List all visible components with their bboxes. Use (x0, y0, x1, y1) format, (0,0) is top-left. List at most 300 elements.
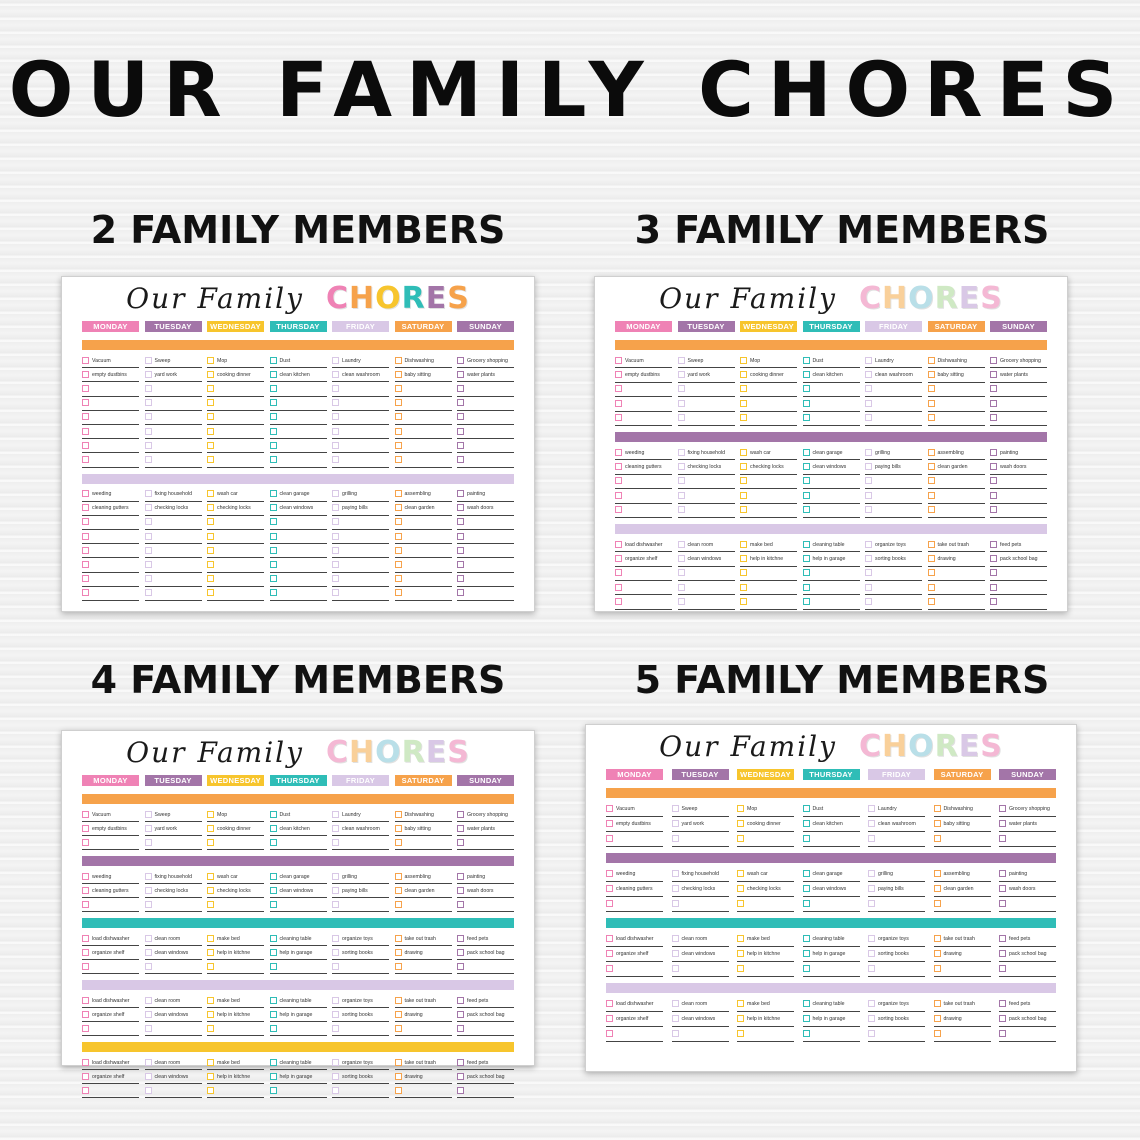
checkbox[interactable] (740, 506, 747, 513)
checkbox[interactable] (737, 935, 744, 942)
checkbox[interactable] (865, 477, 872, 484)
checkbox[interactable] (934, 965, 941, 972)
checkbox[interactable] (207, 371, 214, 378)
checkbox[interactable] (332, 533, 339, 540)
checkbox[interactable] (270, 589, 277, 596)
checkbox[interactable] (934, 870, 941, 877)
checkbox[interactable] (999, 805, 1006, 812)
checkbox[interactable] (145, 504, 152, 511)
checkbox[interactable] (934, 900, 941, 907)
checkbox[interactable] (332, 504, 339, 511)
checkbox[interactable] (145, 518, 152, 525)
checkbox[interactable] (678, 477, 685, 484)
checkbox[interactable] (740, 598, 747, 605)
checkbox[interactable] (207, 399, 214, 406)
checkbox[interactable] (82, 963, 89, 970)
checkbox[interactable] (207, 935, 214, 942)
checkbox[interactable] (395, 1025, 402, 1032)
checkbox[interactable] (934, 820, 941, 827)
checkbox[interactable] (999, 820, 1006, 827)
checkbox[interactable] (395, 399, 402, 406)
checkbox[interactable] (145, 399, 152, 406)
checkbox[interactable] (803, 506, 810, 513)
checkbox[interactable] (207, 1059, 214, 1066)
checkbox[interactable] (737, 805, 744, 812)
checkbox[interactable] (207, 589, 214, 596)
checkbox[interactable] (865, 449, 872, 456)
checkbox[interactable] (457, 1025, 464, 1032)
checkbox[interactable] (928, 400, 935, 407)
checkbox[interactable] (270, 839, 277, 846)
checkbox[interactable] (145, 575, 152, 582)
checkbox[interactable] (395, 504, 402, 511)
checkbox[interactable] (207, 887, 214, 894)
checkbox[interactable] (207, 533, 214, 540)
checkbox[interactable] (803, 965, 810, 972)
checkbox[interactable] (395, 518, 402, 525)
checkbox[interactable] (395, 949, 402, 956)
checkbox[interactable] (82, 456, 89, 463)
checkbox[interactable] (207, 949, 214, 956)
checkbox[interactable] (457, 1073, 464, 1080)
checkbox[interactable] (928, 414, 935, 421)
checkbox[interactable] (270, 963, 277, 970)
checkbox[interactable] (999, 1000, 1006, 1007)
checkbox[interactable] (457, 1059, 464, 1066)
checkbox[interactable] (395, 490, 402, 497)
checkbox[interactable] (457, 589, 464, 596)
checkbox[interactable] (395, 1011, 402, 1018)
checkbox[interactable] (82, 413, 89, 420)
checkbox[interactable] (672, 1000, 679, 1007)
checkbox[interactable] (332, 1025, 339, 1032)
checkbox[interactable] (740, 477, 747, 484)
checkbox[interactable] (928, 555, 935, 562)
checkbox[interactable] (615, 477, 622, 484)
checkbox[interactable] (332, 1059, 339, 1066)
checkbox[interactable] (865, 463, 872, 470)
checkbox[interactable] (145, 1025, 152, 1032)
checkbox[interactable] (457, 963, 464, 970)
checkbox[interactable] (990, 555, 997, 562)
checkbox[interactable] (395, 825, 402, 832)
checkbox[interactable] (270, 547, 277, 554)
checkbox[interactable] (740, 569, 747, 576)
checkbox[interactable] (457, 413, 464, 420)
checkbox[interactable] (82, 371, 89, 378)
checkbox[interactable] (990, 598, 997, 605)
checkbox[interactable] (270, 504, 277, 511)
checkbox[interactable] (934, 1015, 941, 1022)
checkbox[interactable] (678, 492, 685, 499)
checkbox[interactable] (672, 950, 679, 957)
checkbox[interactable] (999, 870, 1006, 877)
checkbox[interactable] (990, 463, 997, 470)
checkbox[interactable] (740, 555, 747, 562)
checkbox[interactable] (332, 1011, 339, 1018)
checkbox[interactable] (457, 428, 464, 435)
checkbox[interactable] (990, 569, 997, 576)
checkbox[interactable] (803, 835, 810, 842)
checkbox[interactable] (457, 935, 464, 942)
checkbox[interactable] (672, 1015, 679, 1022)
checkbox[interactable] (868, 965, 875, 972)
checkbox[interactable] (270, 428, 277, 435)
checkbox[interactable] (207, 428, 214, 435)
checkbox[interactable] (803, 371, 810, 378)
checkbox[interactable] (457, 825, 464, 832)
checkbox[interactable] (145, 839, 152, 846)
checkbox[interactable] (270, 385, 277, 392)
checkbox[interactable] (928, 492, 935, 499)
checkbox[interactable] (82, 428, 89, 435)
checkbox[interactable] (207, 825, 214, 832)
checkbox[interactable] (332, 949, 339, 956)
checkbox[interactable] (672, 1030, 679, 1037)
checkbox[interactable] (615, 506, 622, 513)
checkbox[interactable] (82, 1011, 89, 1018)
checkbox[interactable] (332, 399, 339, 406)
checkbox[interactable] (145, 935, 152, 942)
checkbox[interactable] (145, 963, 152, 970)
checkbox[interactable] (82, 547, 89, 554)
checkbox[interactable] (865, 385, 872, 392)
checkbox[interactable] (82, 1087, 89, 1094)
checkbox[interactable] (606, 965, 613, 972)
checkbox[interactable] (82, 518, 89, 525)
checkbox[interactable] (457, 811, 464, 818)
checkbox[interactable] (803, 449, 810, 456)
checkbox[interactable] (615, 541, 622, 548)
checkbox[interactable] (868, 950, 875, 957)
checkbox[interactable] (395, 901, 402, 908)
checkbox[interactable] (270, 533, 277, 540)
checkbox[interactable] (332, 1087, 339, 1094)
checkbox[interactable] (270, 357, 277, 364)
checkbox[interactable] (457, 949, 464, 956)
checkbox[interactable] (803, 492, 810, 499)
checkbox[interactable] (332, 456, 339, 463)
checkbox[interactable] (82, 873, 89, 880)
checkbox[interactable] (332, 935, 339, 942)
checkbox[interactable] (82, 385, 89, 392)
checkbox[interactable] (990, 584, 997, 591)
checkbox[interactable] (457, 385, 464, 392)
checkbox[interactable] (395, 533, 402, 540)
checkbox[interactable] (457, 399, 464, 406)
checkbox[interactable] (270, 1087, 277, 1094)
checkbox[interactable] (207, 547, 214, 554)
checkbox[interactable] (395, 873, 402, 880)
checkbox[interactable] (865, 541, 872, 548)
checkbox[interactable] (928, 541, 935, 548)
checkbox[interactable] (678, 449, 685, 456)
checkbox[interactable] (207, 518, 214, 525)
checkbox[interactable] (270, 949, 277, 956)
checkbox[interactable] (145, 561, 152, 568)
checkbox[interactable] (332, 442, 339, 449)
checkbox[interactable] (332, 963, 339, 970)
checkbox[interactable] (145, 887, 152, 894)
checkbox[interactable] (678, 598, 685, 605)
checkbox[interactable] (332, 873, 339, 880)
checkbox[interactable] (207, 413, 214, 420)
checkbox[interactable] (990, 371, 997, 378)
checkbox[interactable] (740, 584, 747, 591)
checkbox[interactable] (803, 820, 810, 827)
checkbox[interactable] (928, 463, 935, 470)
checkbox[interactable] (207, 839, 214, 846)
checkbox[interactable] (457, 533, 464, 540)
checkbox[interactable] (82, 399, 89, 406)
checkbox[interactable] (865, 506, 872, 513)
checkbox[interactable] (82, 1025, 89, 1032)
checkbox[interactable] (395, 811, 402, 818)
checkbox[interactable] (615, 555, 622, 562)
checkbox[interactable] (395, 963, 402, 970)
checkbox[interactable] (270, 399, 277, 406)
checkbox[interactable] (803, 885, 810, 892)
checkbox[interactable] (615, 449, 622, 456)
checkbox[interactable] (803, 950, 810, 957)
checkbox[interactable] (606, 1000, 613, 1007)
checkbox[interactable] (678, 506, 685, 513)
checkbox[interactable] (395, 456, 402, 463)
checkbox[interactable] (395, 413, 402, 420)
checkbox[interactable] (737, 1030, 744, 1037)
checkbox[interactable] (737, 965, 744, 972)
checkbox[interactable] (82, 935, 89, 942)
checkbox[interactable] (737, 870, 744, 877)
checkbox[interactable] (145, 428, 152, 435)
checkbox[interactable] (740, 449, 747, 456)
checkbox[interactable] (82, 575, 89, 582)
checkbox[interactable] (270, 371, 277, 378)
checkbox[interactable] (865, 598, 872, 605)
checkbox[interactable] (606, 1015, 613, 1022)
checkbox[interactable] (615, 584, 622, 591)
checkbox[interactable] (606, 805, 613, 812)
checkbox[interactable] (865, 371, 872, 378)
checkbox[interactable] (270, 561, 277, 568)
checkbox[interactable] (737, 820, 744, 827)
checkbox[interactable] (395, 935, 402, 942)
checkbox[interactable] (615, 371, 622, 378)
checkbox[interactable] (803, 1015, 810, 1022)
checkbox[interactable] (332, 428, 339, 435)
checkbox[interactable] (672, 900, 679, 907)
checkbox[interactable] (990, 541, 997, 548)
checkbox[interactable] (145, 413, 152, 420)
checkbox[interactable] (803, 385, 810, 392)
checkbox[interactable] (803, 805, 810, 812)
checkbox[interactable] (457, 997, 464, 1004)
checkbox[interactable] (395, 1073, 402, 1080)
checkbox[interactable] (999, 1030, 1006, 1037)
checkbox[interactable] (740, 414, 747, 421)
checkbox[interactable] (332, 357, 339, 364)
checkbox[interactable] (270, 518, 277, 525)
checkbox[interactable] (270, 887, 277, 894)
checkbox[interactable] (82, 490, 89, 497)
checkbox[interactable] (395, 442, 402, 449)
checkbox[interactable] (270, 935, 277, 942)
checkbox[interactable] (332, 371, 339, 378)
checkbox[interactable] (207, 997, 214, 1004)
checkbox[interactable] (606, 885, 613, 892)
checkbox[interactable] (395, 428, 402, 435)
checkbox[interactable] (145, 533, 152, 540)
checkbox[interactable] (990, 385, 997, 392)
checkbox[interactable] (207, 504, 214, 511)
checkbox[interactable] (145, 385, 152, 392)
checkbox[interactable] (82, 504, 89, 511)
checkbox[interactable] (270, 1059, 277, 1066)
checkbox[interactable] (457, 456, 464, 463)
checkbox[interactable] (803, 555, 810, 562)
checkbox[interactable] (145, 949, 152, 956)
checkbox[interactable] (803, 900, 810, 907)
checkbox[interactable] (678, 569, 685, 576)
checkbox[interactable] (990, 400, 997, 407)
checkbox[interactable] (678, 371, 685, 378)
checkbox[interactable] (332, 518, 339, 525)
checkbox[interactable] (207, 811, 214, 818)
checkbox[interactable] (990, 357, 997, 364)
checkbox[interactable] (803, 477, 810, 484)
checkbox[interactable] (615, 463, 622, 470)
checkbox[interactable] (332, 997, 339, 1004)
checkbox[interactable] (145, 442, 152, 449)
checkbox[interactable] (672, 820, 679, 827)
checkbox[interactable] (457, 357, 464, 364)
checkbox[interactable] (672, 805, 679, 812)
checkbox[interactable] (270, 575, 277, 582)
checkbox[interactable] (740, 385, 747, 392)
checkbox[interactable] (457, 490, 464, 497)
checkbox[interactable] (934, 805, 941, 812)
checkbox[interactable] (270, 413, 277, 420)
checkbox[interactable] (82, 533, 89, 540)
checkbox[interactable] (678, 584, 685, 591)
checkbox[interactable] (457, 442, 464, 449)
checkbox[interactable] (207, 1087, 214, 1094)
checkbox[interactable] (395, 575, 402, 582)
checkbox[interactable] (395, 547, 402, 554)
checkbox[interactable] (803, 1000, 810, 1007)
checkbox[interactable] (678, 555, 685, 562)
checkbox[interactable] (999, 1015, 1006, 1022)
checkbox[interactable] (145, 825, 152, 832)
checkbox[interactable] (868, 1000, 875, 1007)
checkbox[interactable] (332, 1073, 339, 1080)
checkbox[interactable] (737, 900, 744, 907)
checkbox[interactable] (270, 901, 277, 908)
checkbox[interactable] (803, 598, 810, 605)
checkbox[interactable] (82, 357, 89, 364)
checkbox[interactable] (270, 873, 277, 880)
checkbox[interactable] (207, 490, 214, 497)
checkbox[interactable] (934, 1000, 941, 1007)
checkbox[interactable] (457, 1011, 464, 1018)
checkbox[interactable] (865, 414, 872, 421)
checkbox[interactable] (207, 456, 214, 463)
checkbox[interactable] (82, 901, 89, 908)
checkbox[interactable] (207, 357, 214, 364)
checkbox[interactable] (737, 1015, 744, 1022)
checkbox[interactable] (145, 873, 152, 880)
checkbox[interactable] (457, 873, 464, 880)
checkbox[interactable] (803, 1030, 810, 1037)
checkbox[interactable] (999, 885, 1006, 892)
checkbox[interactable] (457, 561, 464, 568)
checkbox[interactable] (145, 1087, 152, 1094)
checkbox[interactable] (928, 449, 935, 456)
checkbox[interactable] (395, 371, 402, 378)
checkbox[interactable] (606, 835, 613, 842)
checkbox[interactable] (868, 820, 875, 827)
checkbox[interactable] (803, 569, 810, 576)
checkbox[interactable] (990, 492, 997, 499)
checkbox[interactable] (615, 598, 622, 605)
checkbox[interactable] (395, 385, 402, 392)
checkbox[interactable] (145, 589, 152, 596)
checkbox[interactable] (999, 835, 1006, 842)
checkbox[interactable] (82, 997, 89, 1004)
checkbox[interactable] (332, 825, 339, 832)
checkbox[interactable] (615, 492, 622, 499)
checkbox[interactable] (865, 400, 872, 407)
checkbox[interactable] (868, 870, 875, 877)
checkbox[interactable] (145, 547, 152, 554)
checkbox[interactable] (395, 357, 402, 364)
checkbox[interactable] (928, 598, 935, 605)
checkbox[interactable] (606, 950, 613, 957)
checkbox[interactable] (934, 835, 941, 842)
checkbox[interactable] (740, 357, 747, 364)
checkbox[interactable] (332, 575, 339, 582)
checkbox[interactable] (934, 1030, 941, 1037)
checkbox[interactable] (145, 357, 152, 364)
checkbox[interactable] (868, 1030, 875, 1037)
checkbox[interactable] (865, 357, 872, 364)
checkbox[interactable] (678, 414, 685, 421)
checkbox[interactable] (207, 561, 214, 568)
checkbox[interactable] (395, 1059, 402, 1066)
checkbox[interactable] (606, 870, 613, 877)
checkbox[interactable] (207, 1025, 214, 1032)
checkbox[interactable] (868, 885, 875, 892)
checkbox[interactable] (457, 547, 464, 554)
checkbox[interactable] (865, 492, 872, 499)
checkbox[interactable] (803, 414, 810, 421)
checkbox[interactable] (803, 870, 810, 877)
checkbox[interactable] (332, 547, 339, 554)
checkbox[interactable] (145, 371, 152, 378)
checkbox[interactable] (207, 385, 214, 392)
checkbox[interactable] (990, 506, 997, 513)
checkbox[interactable] (928, 357, 935, 364)
checkbox[interactable] (990, 414, 997, 421)
checkbox[interactable] (615, 400, 622, 407)
checkbox[interactable] (82, 1059, 89, 1066)
checkbox[interactable] (868, 1015, 875, 1022)
checkbox[interactable] (803, 935, 810, 942)
checkbox[interactable] (990, 449, 997, 456)
checkbox[interactable] (145, 811, 152, 818)
checkbox[interactable] (457, 887, 464, 894)
checkbox[interactable] (615, 569, 622, 576)
